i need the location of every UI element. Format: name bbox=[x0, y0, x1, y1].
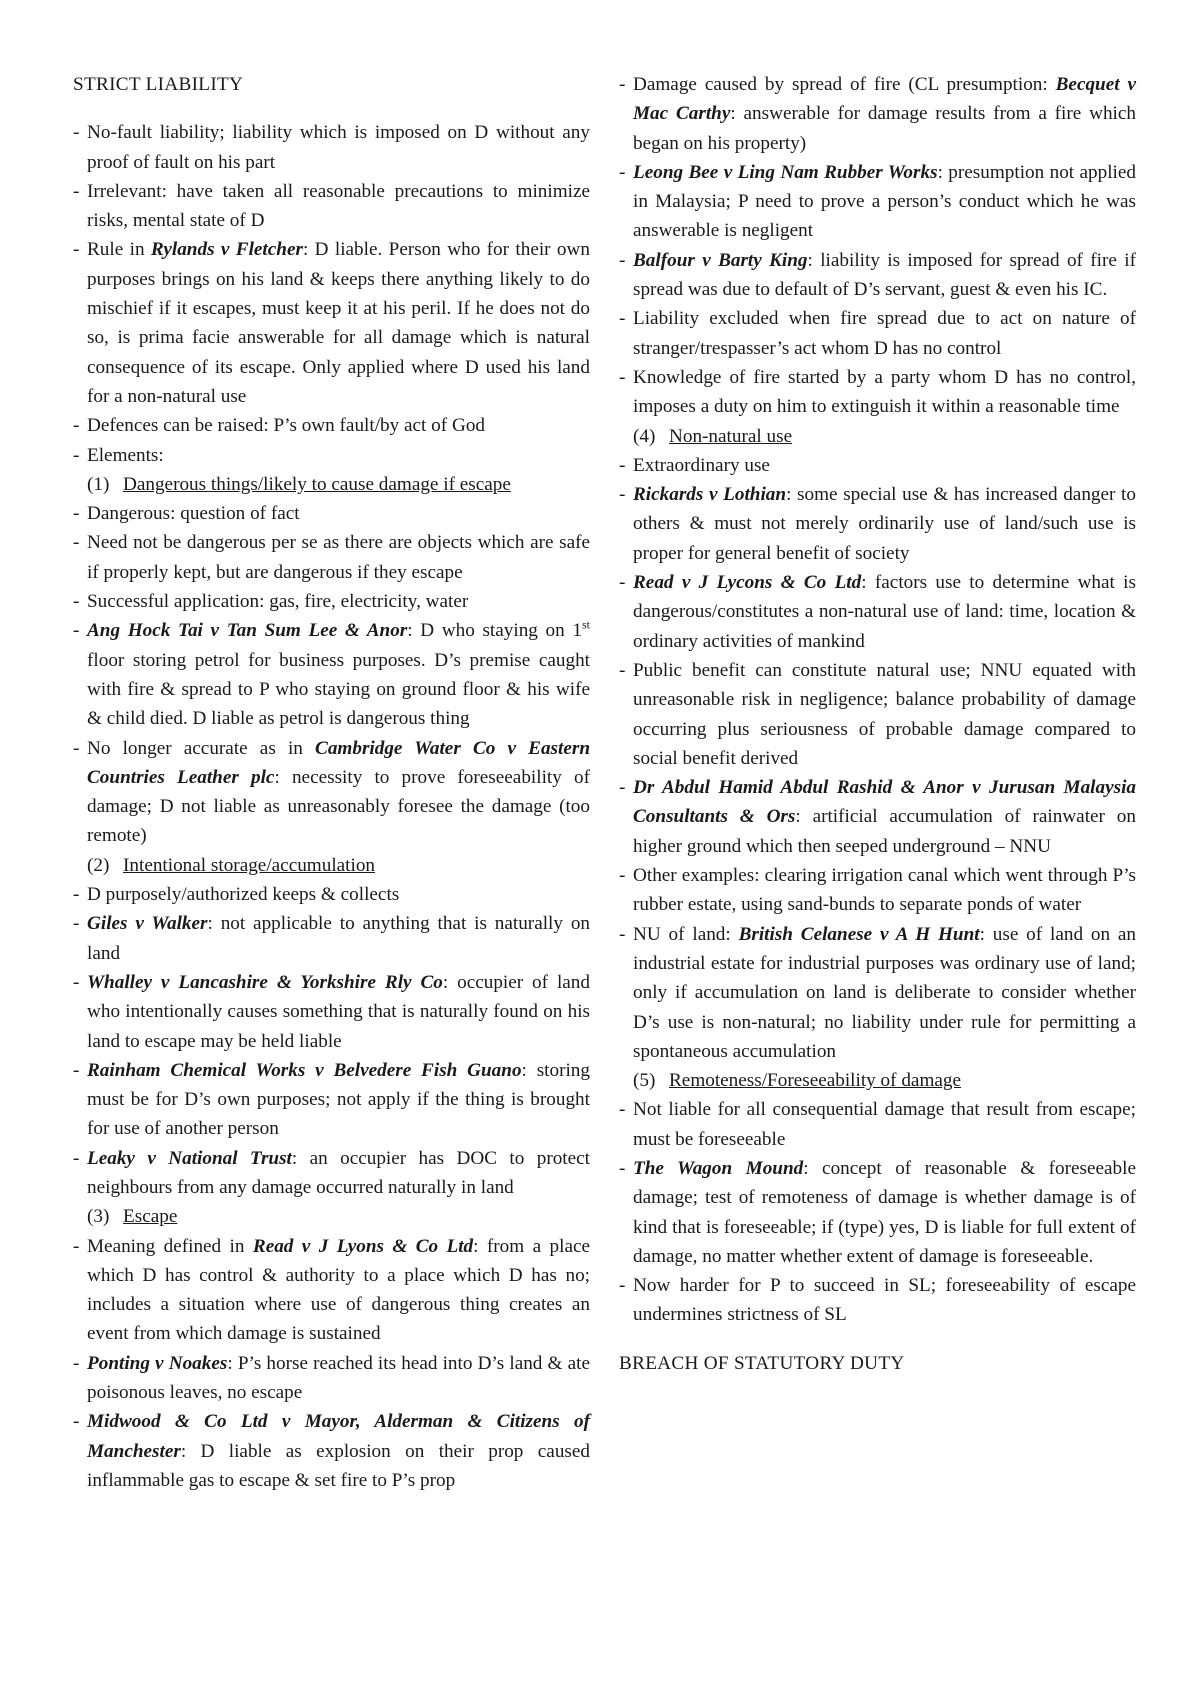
subheading-element-5: (5) Remoteness/Foreseeability of damage bbox=[633, 1070, 961, 1092]
subheading-element-2: (2) Intentional storage/accumulation bbox=[87, 854, 376, 876]
case-name: Whalley v Lancashire & Yorkshire Rly Co bbox=[87, 971, 443, 993]
list-item: - Damage caused by spread of fire (CL presumption: Becquet v Mac Carthy: answerable for damage results from a fire which began on his property) bbox=[619, 70, 1136, 158]
list-item: - Defences can be raised: P’s own fault/by act of God bbox=[73, 411, 590, 440]
list-item: - Liability excluded when fire spread due to act on nature of stranger/trespasser’s act whom D has no control bbox=[619, 304, 1136, 363]
case-name: Giles v Walker bbox=[87, 913, 208, 935]
subheading-element-4: (4) Non-natural use bbox=[633, 425, 793, 447]
list-item: - Rule in Rylands v Fletcher: D liable. Person who for their own purposes brings on his land & keeps there anything likely to do mischief if it escapes, must keep it at his peril. If he does not do so, is prima facie answerable for all damage which is natural consequence of its escape. Only applied where D used his land for a non-natural use bbox=[73, 235, 590, 411]
right-column bbox=[619, 70, 1136, 1397]
case-name: Read v J Lyons & Co Ltd bbox=[252, 1235, 474, 1257]
case-name: Midwood & Co Ltd v Mayor, Alderman & Citizens of Manchester bbox=[87, 1411, 590, 1462]
list-item: - Balfour v Barty King: liability is imposed for spread of fire if spread was due to default of D’s servant, guest & even his IC. bbox=[619, 246, 1136, 305]
subheading-element-1: (1) Dangerous things/likely to cause damage if escape bbox=[87, 473, 511, 495]
list-item: - No longer accurate as in Cambridge Water Co v Eastern Countries Leather plc: necessity to prove foreseeability of damage; D not liable as unreasonably foresee the damage (too remote) bbox=[73, 734, 590, 851]
list-item: - The Wagon Mound: concept of reasonable & foreseeable damage; test of remoteness of damage is whether damage is of kind that is foreseeable; if (type) yes, D is liable for full extent of damage, no matter whether extent of damage is foreseeable. bbox=[619, 1154, 1136, 1271]
case-name: Leong Bee v Ling Nam Rubber Works bbox=[633, 161, 938, 183]
case-name: British Celanese v A H Hunt bbox=[738, 923, 980, 945]
list-item: - Leong Bee v Ling Nam Rubber Works: presumption not applied in Malaysia; P need to prove a person’s conduct which he was answerable is negligent bbox=[619, 158, 1136, 246]
case-name: The Wagon Mound bbox=[633, 1157, 804, 1179]
left-column bbox=[73, 70, 590, 1495]
list-item: - Rainham Chemical Works v Belvedere Fish Guano: storing must be for D’s own purposes; not apply if the thing is brought for use of another person bbox=[73, 1056, 590, 1144]
list-item: - Successful application: gas, fire, electricity, water bbox=[73, 587, 590, 616]
case-name: Rainham Chemical Works v Belvedere Fish Guano bbox=[87, 1059, 522, 1081]
list-item: - Read v J Lycons & Co Ltd: factors use to determine what is dangerous/constitutes a non-natural use of land: time, location & ordinary activities of mankind bbox=[619, 568, 1136, 656]
list-item: - Midwood & Co Ltd v Mayor, Alderman & Citizens of Manchester: D liable as explosion on their prop caused inflammable gas to escape & set fire to P’s prop bbox=[73, 1407, 590, 1495]
case-name: Read v J Lycons & Co Ltd bbox=[633, 572, 862, 594]
case-name: Balfour v Barty King bbox=[633, 249, 808, 271]
section-heading-strict-liability: STRICT LIABILITY bbox=[73, 74, 244, 95]
list-item: - Rickards v Lothian: some special use & has increased danger to others & must not merely ordinarily use of land/such use is proper for general benefit of society bbox=[619, 480, 1136, 568]
case-name: Cambridge Water Co v Eastern Countries Leather plc bbox=[87, 737, 590, 788]
list-item: - Other examples: clearing irrigation canal which went through P’s rubber estate, using sand-bunds to separate ponds of water bbox=[619, 861, 1136, 920]
list-item: - Now harder for P to succeed in SL; foreseeability of escape undermines strictness of SL bbox=[619, 1271, 1136, 1330]
list-item: - Meaning defined in Read v J Lyons & Co Ltd: from a place which D has control & authority to a place which D has no; includes a situation where use of dangerous thing creates an event from which damage is sustained bbox=[73, 1232, 590, 1349]
list-item: - Need not be dangerous per se as there are objects which are safe if properly kept, but are dangerous if they escape bbox=[73, 528, 590, 587]
case-name: Leaky v National Trust bbox=[87, 1147, 292, 1169]
list-item: - Knowledge of fire started by a party whom D has no control, imposes a duty on him to extinguish it within a reasonable time bbox=[619, 363, 1136, 422]
case-name: Becquet v Mac Carthy bbox=[633, 74, 1136, 125]
case-name: Rylands v Fletcher bbox=[150, 239, 303, 261]
list-item: - Dr Abdul Hamid Abdul Rashid & Anor v Jurusan Malaysia Consultants & Ors: artificial accumulation of rainwater on higher ground which then seeped underground – NNU bbox=[619, 773, 1136, 861]
section-heading-breach-of-statutory-duty: BREACH OF STATUTORY DUTY bbox=[619, 1352, 905, 1374]
list-item: - Not liable for all consequential damage that result from escape; must be foreseeable bbox=[619, 1095, 1136, 1154]
case-name: Ponting v Noakes bbox=[87, 1352, 228, 1374]
list-item: - D purposely/authorized keeps & collects bbox=[73, 880, 590, 909]
list-item: - Public benefit can constitute natural use; NNU equated with unreasonable risk in negligence; balance probability of damage occurring plus seriousness of probable damage compared to social benefit derived bbox=[619, 656, 1136, 773]
list-item: - Ponting v Noakes: P’s horse reached its head into D’s land & ate poisonous leaves, no escape bbox=[73, 1349, 590, 1408]
case-name: Dr Abdul Hamid Abdul Rashid & Anor v Jurusan Malaysia Consultants & Ors bbox=[633, 777, 1136, 828]
list-item: - Leaky v National Trust: an occupier has DOC to protect neighbours from any damage occurred naturally in land bbox=[73, 1144, 590, 1203]
list-item: - Whalley v Lancashire & Yorkshire Rly Co: occupier of land who intentionally causes something that is naturally found on his land to escape may be held liable bbox=[73, 968, 590, 1056]
list-item: - Irrelevant: have taken all reasonable precautions to minimize risks, mental state of D bbox=[73, 177, 590, 236]
list-item: - Extraordinary use bbox=[619, 451, 1136, 480]
list-item: - Elements: bbox=[73, 441, 590, 470]
list-item: - No-fault liability; liability which is imposed on D without any proof of fault on his part bbox=[73, 118, 590, 177]
subheading-element-3: (3) Escape bbox=[87, 1206, 178, 1228]
list-item: - Giles v Walker: not applicable to anything that is naturally on land bbox=[73, 909, 590, 968]
case-name: Rickards v Lothian bbox=[633, 484, 787, 506]
list-item: - Ang Hock Tai v Tan Sum Lee & Anor: D who staying on 1st floor storing petrol for business purposes. D’s premise caught with fire & spread to P who staying on ground floor & his wife & child died. D liable as petrol is dangerous thing bbox=[73, 616, 590, 733]
case-name: Ang Hock Tai v Tan Sum Lee & Anor bbox=[87, 620, 408, 642]
list-item: - Dangerous: question of fact bbox=[73, 499, 590, 528]
list-item: - NU of land: British Celanese v A H Hunt: use of land on an industrial estate for industrial purposes was ordinary use of land; only if accumulation on land is deliberate to consider whether D’s use is non-natural; no liability under rule for permitting a spontaneous accumulation bbox=[619, 920, 1136, 1066]
